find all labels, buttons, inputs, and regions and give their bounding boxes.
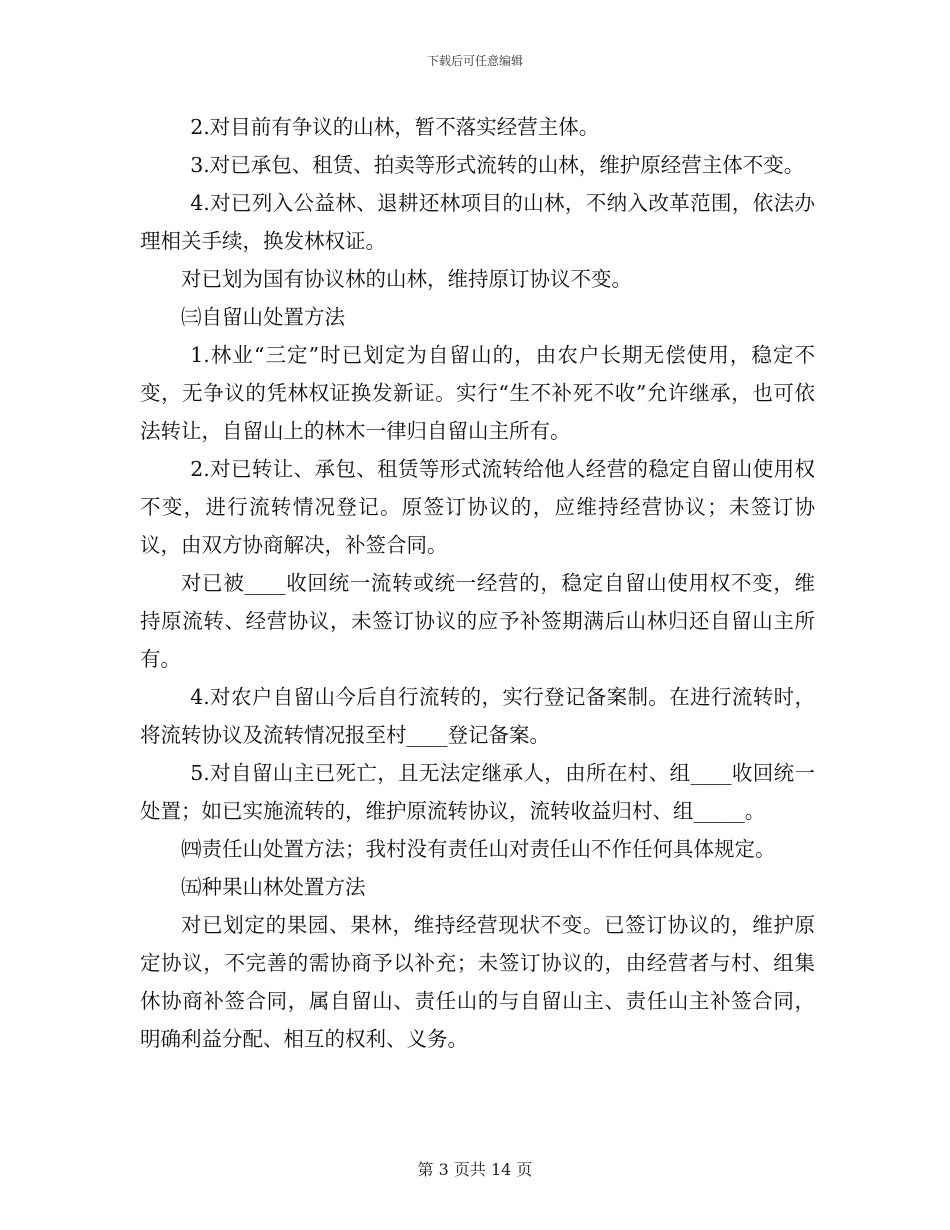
- section-heading-responsibility-hill: ㈣责任山处置方法；我村没有责任山对责任山不作任何具体规定。: [181, 837, 776, 861]
- paragraph-private-hill-reclaimed: 对已被____收回统一流转或统一经营的，稳定自留山使用权不变，维持原流转、经营协议，未签订协议的应予补签期满后山林归还自留山主所有。: [140, 571, 815, 671]
- paragraph-private-hill-5: 5.对自留山主已死亡，且无法定继承人，由所在村、组____收回统一处置；如已实施流转的，维护原流转协议，流转收益归村、组_____。: [140, 761, 815, 823]
- paragraph-item-4: 4.对已列入公益林、退耕还林项目的山林，不纳入改革范围，依法办理相关手续，换发林权证。: [140, 191, 815, 253]
- page-number: 第 3 页共 14 页: [417, 1160, 533, 1179]
- page-header: 下载后可任意编辑: [426, 54, 523, 68]
- paragraph-private-hill-4: 4.对农户自留山今后自行流转的，实行登记备案制。在进行流转时，将流转协议及流转情况报至村____登记备案。: [140, 685, 815, 747]
- document-body: [140, 108, 815, 1058]
- paragraph-private-hill-1: 1.林业“三定”时已划定为自留山的，由农户长期无偿使用，稳定不变，无争议的凭林权证换发新证。实行“生不补死不收”允许继承，也可依法转让，自留山上的林木一律归自留山主所有。: [140, 343, 815, 443]
- paragraph-item-3: 3.对已承包、租赁、拍卖等形式流转的山林，维护原经营主体不变。: [190, 153, 805, 177]
- paragraph-private-hill-2: 2.对已转让、承包、租赁等形式流转给他人经营的稳定自留山使用权不变，进行流转情况登记。原签订协议的，应维持经营协议；未签订协议，由双方协商解决，补签合同。: [140, 457, 815, 557]
- paragraph-item-2: 2.对目前有争议的山林，暂不落实经营主体。: [190, 115, 600, 139]
- paragraph-state-forest: 对已划为国有协议林的山林，维持原订协议不变。: [181, 267, 632, 291]
- paragraph-fruit-forest: 对已划定的果园、果林，维持经营现状不变。已签订协议的，维护原定协议，不完善的需协商予以补充；未签订协议的，由经营者与村、组集休协商补签合同，属自留山、责任山的与自留山主、责任山主补签合同，明确利益分配、相互的权利、义务。: [140, 913, 815, 1051]
- section-heading-fruit-forest: ㈤种果山林处置方法: [181, 875, 366, 899]
- section-heading-private-hill: ㈢自留山处置方法: [181, 305, 345, 329]
